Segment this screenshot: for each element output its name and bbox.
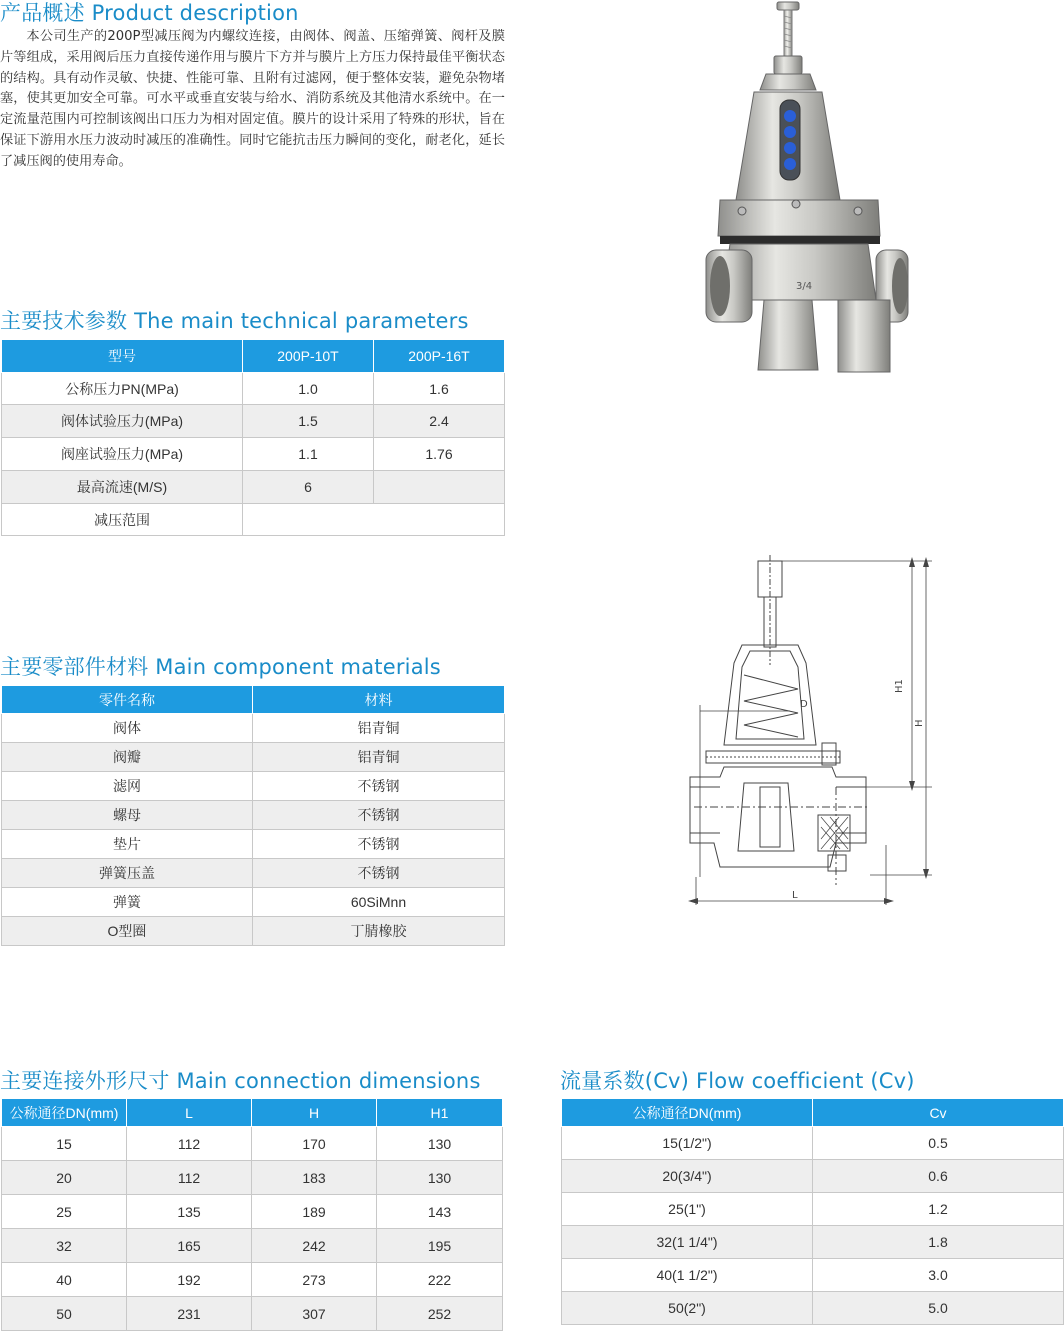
table-row <box>2 1297 503 1331</box>
table-cell: 减压范围 <box>2 504 243 536</box>
table-cell: 135 <box>127 1195 252 1229</box>
table-row <box>2 1195 503 1229</box>
technical-parameters-table <box>1 339 505 536</box>
table-cell: 1.76 <box>374 438 505 471</box>
table-cell: 5.0 <box>813 1292 1064 1325</box>
table-cell: 丁腈橡胶 <box>253 917 505 946</box>
connection-dimensions-table <box>1 1098 503 1331</box>
table-row <box>2 1263 503 1297</box>
table-cell: 170 <box>252 1127 377 1161</box>
table-cell: 165 <box>127 1229 252 1263</box>
table-row <box>2 405 505 438</box>
table-cell: 143 <box>377 1195 503 1229</box>
table-cell: 15 <box>2 1127 127 1161</box>
table-cell: 不锈钢 <box>253 859 505 888</box>
table-cell: 1.0 <box>243 373 374 405</box>
table-cell: 阀体 <box>2 714 253 743</box>
table-cell: 112 <box>127 1127 252 1161</box>
table-row <box>2 1127 503 1161</box>
table-cell: 231 <box>127 1297 252 1331</box>
table-row <box>2 859 505 888</box>
table-cell: 50(2") <box>562 1292 813 1325</box>
table-cell: 阀体试验压力(MPa) <box>2 405 243 438</box>
header-cell: 公称通径DN(mm) <box>2 1099 127 1127</box>
header-cell: H1 <box>377 1099 503 1127</box>
table-cell: 183 <box>252 1161 377 1195</box>
table-header-row <box>2 686 505 714</box>
table-cell <box>374 471 505 504</box>
table-cell: 189 <box>252 1195 377 1229</box>
table-cell: 铝青铜 <box>253 714 505 743</box>
table-cell: 112 <box>127 1161 252 1195</box>
component-materials-table <box>1 685 505 946</box>
dimension-label-l: L <box>792 890 798 901</box>
table-row <box>2 917 505 946</box>
table-header-row <box>562 1099 1064 1127</box>
connection-dimensions-title: 主要连接外形尺寸 Main connection dimensions <box>0 1069 481 1093</box>
dimension-label-h: H <box>914 719 925 727</box>
table-cell: 1.2 <box>813 1193 1064 1226</box>
table-cell: 15(1/2") <box>562 1127 813 1160</box>
table-row <box>2 888 505 917</box>
table-row <box>2 830 505 859</box>
table-row <box>2 1229 503 1263</box>
table-cell: 弹簧压盖 <box>2 859 253 888</box>
table-cell: 242 <box>252 1229 377 1263</box>
table-cell: 3.0 <box>813 1259 1064 1292</box>
table-cell: 222 <box>377 1263 503 1297</box>
table-cell: 1.8 <box>813 1226 1064 1259</box>
table-cell: 1.6 <box>374 373 505 405</box>
table-cell: 不锈钢 <box>253 801 505 830</box>
product-description-text <box>0 27 505 173</box>
table-row <box>2 1161 503 1195</box>
table-cell: 195 <box>377 1229 503 1263</box>
table-cell: 32 <box>2 1229 127 1263</box>
table-cell <box>243 504 505 536</box>
table-cell: 弹簧 <box>2 888 253 917</box>
table-cell: 0.6 <box>813 1160 1064 1193</box>
dimension-label-h1: H1 <box>894 679 905 693</box>
table-cell: 垫片 <box>2 830 253 859</box>
header-cell: L <box>127 1099 252 1127</box>
component-materials-title: 主要零部件材料 Main component materials <box>0 655 441 679</box>
header-cell: 型号 <box>2 340 243 373</box>
table-row <box>562 1127 1064 1160</box>
table-cell: 40 <box>2 1263 127 1297</box>
table-cell: 32(1 1/4") <box>562 1226 813 1259</box>
header-cell: 200P-10T <box>243 340 374 373</box>
table-row <box>562 1292 1064 1325</box>
table-row <box>2 373 505 405</box>
table-cell: 192 <box>127 1263 252 1297</box>
table-cell: 2.4 <box>374 405 505 438</box>
table-cell: 1.5 <box>243 405 374 438</box>
table-cell: 252 <box>377 1297 503 1331</box>
table-cell: 阀座试验压力(MPa) <box>2 438 243 471</box>
table-cell: 1.1 <box>243 438 374 471</box>
table-row <box>2 714 505 743</box>
table-cell: 铝青铜 <box>253 743 505 772</box>
dimension-label-d: D <box>800 699 808 710</box>
table-cell: 6 <box>243 471 374 504</box>
table-cell: 307 <box>252 1297 377 1331</box>
table-cell: 50 <box>2 1297 127 1331</box>
table-cell: 0.5 <box>813 1127 1064 1160</box>
table-cell: 130 <box>377 1161 503 1195</box>
table-cell: 阀瓣 <box>2 743 253 772</box>
table-cell: 130 <box>377 1127 503 1161</box>
table-row <box>2 471 505 504</box>
table-cell: 不锈钢 <box>253 830 505 859</box>
table-cell: 公称压力PN(MPa) <box>2 373 243 405</box>
table-cell: 25 <box>2 1195 127 1229</box>
table-row <box>2 504 505 536</box>
table-header-row <box>2 340 505 373</box>
header-cell: Cv <box>813 1099 1064 1127</box>
table-cell: 最高流速(M/S) <box>2 471 243 504</box>
table-header-row <box>2 1099 503 1127</box>
table-row <box>2 772 505 801</box>
flow-coefficient-title: 流量系数(Cv) Flow coefficient (Cv) <box>560 1069 915 1093</box>
table-cell: O型圈 <box>2 917 253 946</box>
table-cell: 20(3/4") <box>562 1160 813 1193</box>
header-cell: 公称通径DN(mm) <box>562 1099 813 1127</box>
table-cell: 60SiMnn <box>253 888 505 917</box>
header-cell: H <box>252 1099 377 1127</box>
table-row <box>562 1160 1064 1193</box>
product-description-title: 产品概述 Product description <box>0 1 299 25</box>
table-row <box>2 438 505 471</box>
description-paragraph: 本公司生产的200P型减压阀为内螺纹连接，由阀体、阀盖、压缩弹簧、阀杆及膜片等组成，采用阀后压力直接传递作用与膜片下方并与膜片上方压力保持最佳平衡状态的结构。具有动作灵敏、快捷、性能可靠、且附有过滤网，便于整体安装，避免杂物堵塞，使其更加安全可靠。可水平或垂直安装与给水、消防系统及其他清水系统中。在一定流量范围内可控制该阀出口压力为相对固定值。膜片的设计采用了特殊的形状，旨在保证下游用水压力波动时减压的准确性。同时它能抗击压力瞬间的变化，耐老化，延长了减压阀的使用寿命。 <box>0 29 505 169</box>
table-cell: 20 <box>2 1161 127 1195</box>
table-row <box>2 801 505 830</box>
table-cell: 螺母 <box>2 801 253 830</box>
header-cell: 材料 <box>253 686 505 714</box>
technical-parameters-title: 主要技术参数 The main technical parameters <box>0 309 469 333</box>
table-row <box>562 1259 1064 1292</box>
table-cell: 273 <box>252 1263 377 1297</box>
header-cell: 200P-16T <box>374 340 505 373</box>
table-cell: 25(1") <box>562 1193 813 1226</box>
product-photo <box>700 0 910 385</box>
header-cell: 零件名称 <box>2 686 253 714</box>
flow-coefficient-table <box>561 1098 1064 1325</box>
cross-section-drawing <box>680 555 942 905</box>
table-cell: 滤网 <box>2 772 253 801</box>
table-row <box>562 1193 1064 1226</box>
table-cell: 不锈钢 <box>253 772 505 801</box>
table-row <box>2 743 505 772</box>
table-cell: 40(1 1/2") <box>562 1259 813 1292</box>
table-row <box>562 1226 1064 1259</box>
body-marking: 3/4 <box>796 281 813 292</box>
